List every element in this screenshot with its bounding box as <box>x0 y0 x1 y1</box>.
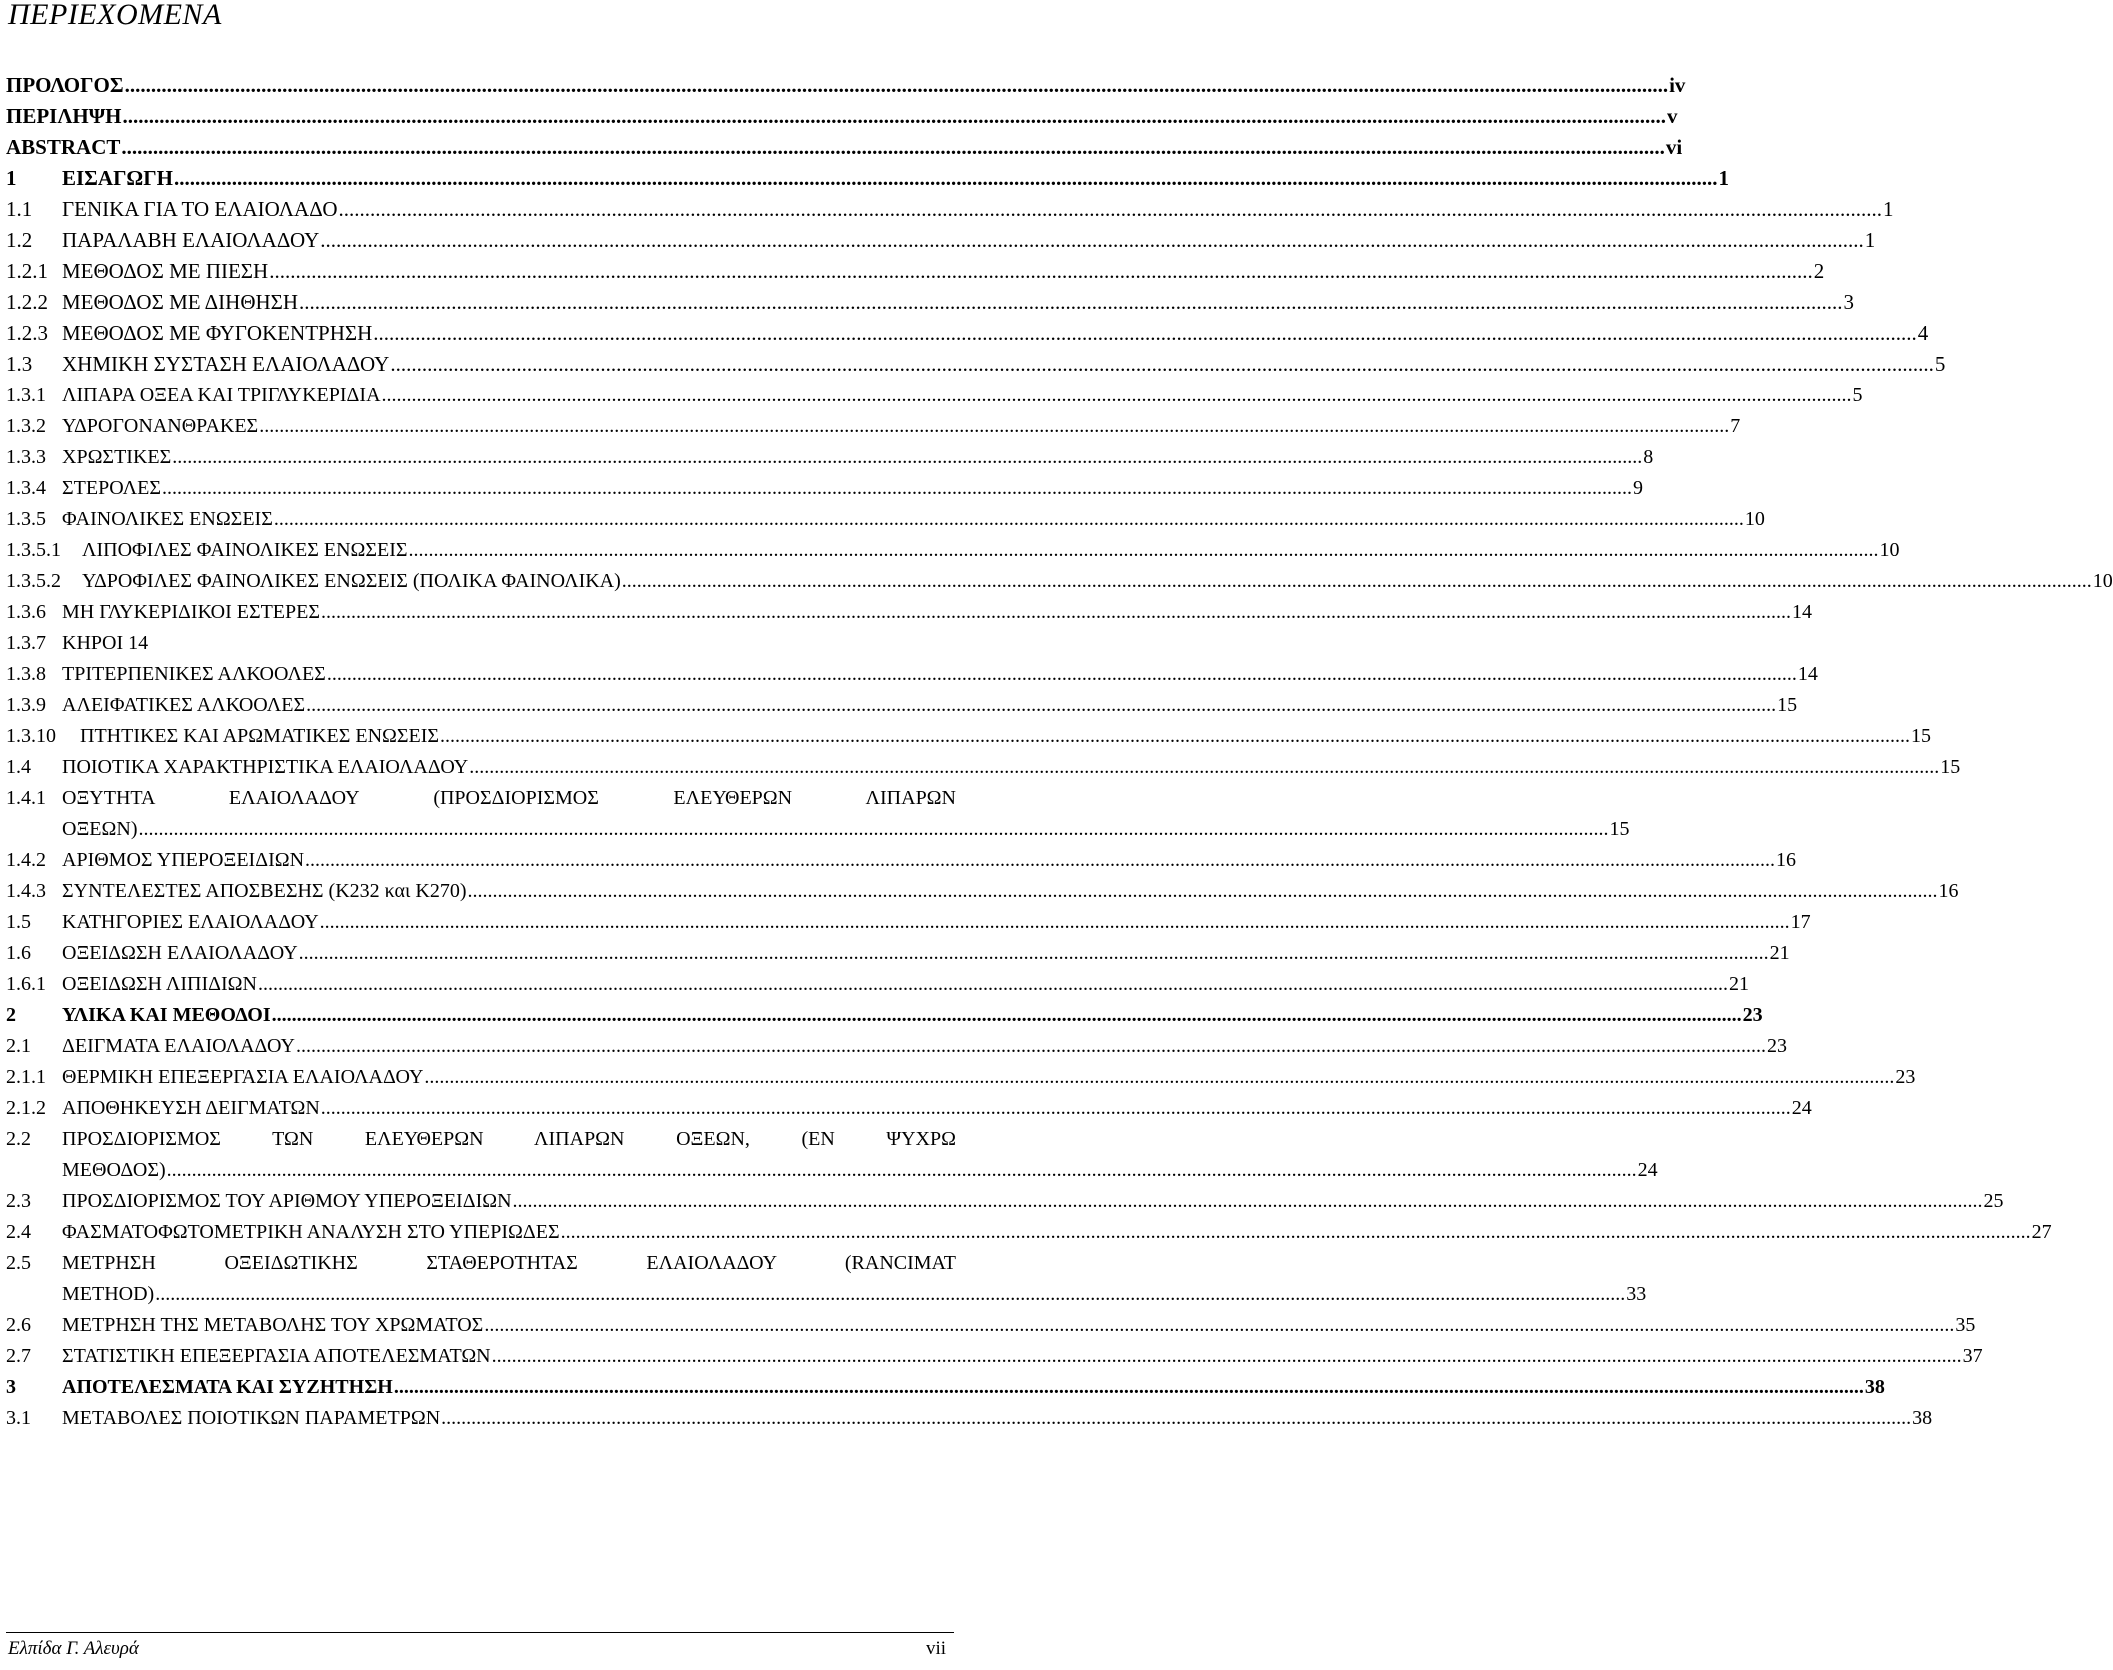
toc-entry-number: 1.3.5 <box>6 508 46 530</box>
toc-entry[interactable] <box>6 1310 1976 1341</box>
toc-entry-page: 14 <box>1797 663 1818 685</box>
toc-leader-dots <box>390 349 1934 380</box>
toc-entry-number: 2.1.1 <box>6 1066 46 1088</box>
toc-entry[interactable] <box>6 1248 1647 1310</box>
toc-leader-dots <box>299 287 1843 318</box>
toc-entry-title: ΤΡΙΤΕΡΠΕΝΙΚΕΣ ΑΛΚΟΟΛΕΣ <box>62 663 326 685</box>
toc-entry-page: v <box>1666 104 1678 128</box>
toc-entry-number: 1.3.2 <box>6 415 46 437</box>
toc-entry-page: 37 <box>1962 1345 1983 1367</box>
toc-leader-dots <box>394 1372 1864 1403</box>
toc-entry-number: 1.4 <box>6 756 31 778</box>
toc-entry-number: 2.5 <box>6 1252 31 1274</box>
toc-entry-title: ΣΤΕΡΟΛΕΣ <box>62 477 162 499</box>
toc-entry-page: 1 <box>1718 166 1729 190</box>
toc-entry-number: 1.5 <box>6 911 31 933</box>
toc-entry-page: 24 <box>1637 1159 1658 1181</box>
toc-entry-number: 1.6 <box>6 942 31 964</box>
toc-entry-title: ΟΞΥΤΗΤΑ ΕΛΑΙΟΛΑΔΟΥ (ΠΡΟΣΔΙΟΡΙΣΜΟΣ ΕΛΕΥΘΕΡΩΝ ΛΙΠΑΡΩΝ <box>62 787 956 809</box>
toc-entry-number: 2.7 <box>6 1345 31 1367</box>
toc-leader-dots <box>259 411 1729 442</box>
toc-entry-page: 21 <box>1728 973 1749 995</box>
toc-entry-number: 2 <box>6 1004 16 1026</box>
toc-leader-dots <box>321 1093 1791 1124</box>
toc-leader-dots <box>122 101 1666 132</box>
toc-entry-title: ΑΛΕΙΦΑΤΙΚΕΣ ΑΛΚΟΟΛΕΣ <box>62 694 306 716</box>
toc-leader-dots <box>296 1031 1766 1062</box>
toc-leader-dots <box>382 380 1852 411</box>
page-title: ΠΕΡΙΕΧΟΜΕΝΑ <box>8 0 222 31</box>
toc-entry-title: ΟΞΕΙΔΩΣΗ ΛΙΠΙΔΙΩΝ <box>62 973 257 995</box>
toc-leader-dots <box>320 225 1864 256</box>
toc-entry[interactable] <box>6 442 1654 473</box>
toc-entry-number: 2.3 <box>6 1190 31 1212</box>
toc-entry[interactable] <box>6 1403 1933 1434</box>
toc-entry-page: 24 <box>1791 1097 1812 1119</box>
toc-entry-page: 38 <box>1912 1407 1933 1429</box>
toc-entry-title: ΜΕΤΡΗΣΗ ΤΗΣ ΜΕΤΑΒΟΛΗΣ ΤΟΥ ΧΡΩΜΑΤΟΣ <box>62 1314 484 1336</box>
toc-entry[interactable] <box>6 473 1644 504</box>
toc-entry[interactable] <box>6 659 1818 690</box>
toc-entry-title-continued: METHOD) <box>62 1283 155 1305</box>
toc-entry-page: 17 <box>1790 911 1811 933</box>
toc-entry-title: ΜΕΤΡΗΣΗ ΟΞΕΙΔΩΤΙΚΗΣ ΣΤΑΘΕΡΟΤΗΤΑΣ ΕΛΑΙΟΛΑΔΟΥ (RANCIMAT <box>62 1252 956 1274</box>
toc-entry-number: 1.3.6 <box>6 601 46 623</box>
toc-entry-title: ΣΤΑΤΙΣΤΙΚΗ ΕΠΕΞΕΡΓΑΣΙΑ ΑΠΟΤΕΛΕΣΜΑΤΩΝ <box>62 1345 491 1367</box>
toc-entry-title: ΠΤΗΤΙΚΕΣ ΚΑΙ ΑΡΩΜΑΤΙΚΕΣ ΕΝΩΣΕΙΣ <box>80 725 440 747</box>
toc-entry-title: ΠΡΟΛΟΓΟΣ <box>6 73 124 97</box>
toc-entry-page: 1 <box>1864 228 1876 252</box>
toc-entry-page: 5 <box>1852 384 1863 406</box>
toc-entry-number: 1 <box>6 166 17 190</box>
toc-entry[interactable] <box>6 876 1959 907</box>
toc-entry-number: 1.4.2 <box>6 849 46 871</box>
toc-entry[interactable] <box>6 845 1797 876</box>
toc-entry-title-continued: ΜΕΘΟΔΟΣ) <box>62 1159 166 1181</box>
toc-entry-title: ΑΡΙΘΜΟΣ ΥΠΕΡΟΞΕΙΔΙΩΝ <box>62 849 305 871</box>
toc-entry-title-continued: ΟΞΕΩΝ) <box>62 818 138 840</box>
toc-entry-title: ABSTRACT <box>6 135 121 159</box>
toc-entry[interactable] <box>6 1372 1885 1403</box>
toc-entry[interactable] <box>6 1093 1812 1124</box>
toc-entry-number: 3.1 <box>6 1407 31 1429</box>
toc-entry-title: ΧΡΩΣΤΙΚΕΣ <box>62 446 172 468</box>
toc-entry[interactable] <box>6 566 2113 597</box>
toc-leader-dots <box>321 597 1791 628</box>
toc-entry-number: 3 <box>6 1376 16 1398</box>
toc-entry-page: 23 <box>1895 1066 1916 1088</box>
toc-entry-number: 2.1 <box>6 1035 31 1057</box>
toc-entry-number: 1.3.9 <box>6 694 46 716</box>
toc-entry-title: ΠΟΙΟΤΙΚΑ ΧΑΡΑΚΤΗΡΙΣΤΙΚΑ ΕΛΑΙΟΛΑΔΟΥ <box>62 756 469 778</box>
toc-entry[interactable] <box>6 163 1729 194</box>
toc-entry-page: iv <box>1669 73 1686 97</box>
toc-entry[interactable] <box>6 1000 1763 1031</box>
toc-entry-title: ΘΕΡΜΙΚΗ ΕΠΕΞΕΡΓΑΣΙΑ ΕΛΑΙΟΛΑΔΟΥ <box>62 1066 424 1088</box>
toc-entry-title: ΦΑΣΜΑΤΟΦΩΤΟΜΕΤΡΙΚΗ ΑΝΑΛΥΣΗ ΣΤΟ ΥΠΕΡΙΩΔΕΣ <box>62 1221 560 1243</box>
toc-entry-title: ΛΙΠΟΦΙΛΕΣ ΦΑΙΝΟΛΙΚΕΣ ΕΝΩΣΕΙΣ <box>82 539 408 561</box>
toc-entry-title: ΥΔΡΟΦΙΛΕΣ ΦΑΙΝΟΛΙΚΕΣ ΕΝΩΣΕΙΣ (ΠΟΛΙΚΑ ΦΑΙΝΟΛΙΚΑ) <box>82 570 621 592</box>
toc-entry-number: 1.3.7 <box>6 632 46 654</box>
toc-entry-page: vi <box>1665 135 1683 159</box>
toc-entry-title: ΔΕΙΓΜΑΤΑ ΕΛΑΙΟΛΑΔΟΥ <box>62 1035 295 1057</box>
toc-leader-dots <box>409 535 1879 566</box>
toc-entry[interactable] <box>6 690 1798 721</box>
toc-entry-page: 2 <box>1813 259 1825 283</box>
footer-page-number: vii <box>925 1638 946 1659</box>
toc-entry-number: 1.3.4 <box>6 477 46 499</box>
toc-leader-dots <box>424 1062 1894 1093</box>
toc-leader-dots <box>167 1155 1637 1186</box>
toc-entry-number: 2.4 <box>6 1221 31 1243</box>
toc-entry-page: 16 <box>1938 880 1959 902</box>
toc-entry[interactable] <box>6 969 1749 1000</box>
toc-entry[interactable] <box>6 349 1946 380</box>
toc-leader-dots <box>121 132 1665 163</box>
toc-entry-page: 4 <box>1917 321 1929 345</box>
toc-entry-page: 25 <box>1983 1190 2004 1212</box>
toc-entry-number: 2.6 <box>6 1314 31 1336</box>
toc-entry-number: 1.3.5.1 <box>6 539 61 561</box>
toc-entry[interactable] <box>6 783 1630 845</box>
toc-leader-dots <box>440 721 1910 752</box>
toc-entry-title: ΜΗ ΓΛΥΚΕΡΙΔΙΚΟΙ ΕΣΤΕΡΕΣ <box>62 601 321 623</box>
toc-leader-dots <box>622 566 2092 597</box>
toc-entry-page: 10 <box>1879 539 1900 561</box>
toc-entry-page: 3 <box>1843 290 1855 314</box>
toc-leader-dots <box>492 1341 1962 1372</box>
toc-entry-page: 16 <box>1776 849 1797 871</box>
toc-entry-title: ΛΙΠΑΡΑ ΟΞΕΑ ΚΑΙ ΤΡΙΓΛΥΚΕΡΙΔΙΑ <box>62 384 381 406</box>
toc-entry[interactable] <box>6 318 1929 349</box>
toc-entry[interactable] <box>6 132 1683 163</box>
toc-entry-title: ΦΑΙΝΟΛΙΚΕΣ ΕΝΩΣΕΙΣ <box>62 508 273 530</box>
toc-entry[interactable] <box>6 101 1678 132</box>
toc-entry-number: 1.3.3 <box>6 446 46 468</box>
toc-entry[interactable] <box>6 1124 1658 1186</box>
toc-entry[interactable] <box>6 721 1932 752</box>
toc-entry[interactable] <box>6 504 1765 535</box>
toc-entry-page: 9 <box>1633 477 1644 499</box>
toc-leader-dots <box>125 70 1669 101</box>
toc-entry-number: 2.2 <box>6 1128 31 1150</box>
toc-leader-dots <box>306 690 1776 721</box>
toc-entry[interactable] <box>6 380 1863 411</box>
toc-entry-title: ΣΥΝΤΕΛΕΣΤΕΣ ΑΠΟΣΒΕΣΗΣ (Κ232 και Κ270) <box>62 880 467 902</box>
toc-entry-title: ΚΑΤΗΓΟΡΙΕΣ ΕΛΑΙΟΛΑΔΟΥ <box>62 911 319 933</box>
toc-leader-dots <box>327 659 1797 690</box>
toc-entry[interactable] <box>6 70 1686 101</box>
toc-leader-dots <box>272 1000 1742 1031</box>
toc-leader-dots <box>174 163 1718 194</box>
toc-leader-dots <box>258 969 1728 1000</box>
toc-entry-title: ΜΕΘΟΔΟΣ ΜΕ ΔΙΗΘΗΣΗ <box>62 290 299 314</box>
toc-entry-page: 23 <box>1742 1004 1763 1026</box>
toc-entry-page: 1 <box>1882 197 1894 221</box>
toc-entry-page: 21 <box>1769 942 1790 964</box>
toc-leader-dots <box>305 845 1775 876</box>
toc-entry[interactable] <box>6 194 1894 225</box>
toc-entry-page: 35 <box>1955 1314 1976 1336</box>
toc-leader-dots <box>162 473 1632 504</box>
toc-entry[interactable] <box>6 1341 1983 1372</box>
toc-entry-number: 1.4.3 <box>6 880 46 902</box>
toc-entry-page: 38 <box>1864 1376 1885 1398</box>
table-of-contents <box>6 70 2113 1434</box>
toc-leader-dots <box>513 1186 1983 1217</box>
toc-leader-dots <box>299 938 1769 969</box>
toc-entry-number: 1.2 <box>6 228 33 252</box>
toc-leader-dots <box>139 814 1609 845</box>
page-footer <box>0 1632 960 1670</box>
toc-entry-page: 27 <box>2031 1221 2052 1243</box>
toc-entry-number: 1.2.1 <box>6 259 48 283</box>
toc-entry-title: ΓΕΝΙΚΑ ΓΙΑ ΤΟ ΕΛΑΙΟΛΑΔΟ <box>62 197 338 221</box>
toc-entry-title: ΠΑΡΑΛΑΒΗ ΕΛΑΙΟΛΑΔΟΥ <box>62 228 320 252</box>
toc-entry-page: 7 <box>1730 415 1741 437</box>
toc-entry-page: 15 <box>1940 756 1961 778</box>
toc-entry-number: 1.3.5.2 <box>6 570 61 592</box>
toc-entry-page: 33 <box>1626 1283 1647 1305</box>
toc-entry-page: 10 <box>1744 508 1765 530</box>
footer-author: Ελπίδα Γ. Αλευρά <box>8 1638 139 1659</box>
toc-entry-page: 8 <box>1643 446 1654 468</box>
footer-rule <box>6 1632 954 1633</box>
toc-entry-title: ΑΠΟΘΗΚΕΥΣΗ ΔΕΙΓΜΑΤΩΝ <box>62 1097 320 1119</box>
toc-entry-number: 1.3 <box>6 352 33 376</box>
toc-leader-dots <box>469 752 1939 783</box>
toc-entry[interactable] <box>6 628 956 659</box>
toc-leader-dots <box>441 1403 1911 1434</box>
toc-entry-title: ΟΞΕΙΔΩΣΗ ΕΛΑΙΟΛΑΔΟΥ <box>62 942 298 964</box>
toc-entry-title: ΜΕΘΟΔΟΣ ΜΕ ΠΙΕΣΗ <box>62 259 269 283</box>
toc-leader-dots <box>269 256 1813 287</box>
toc-entry[interactable] <box>6 535 1900 566</box>
toc-entry-title: ΕΙΣΑΓΩΓΗ <box>62 166 173 190</box>
toc-entry[interactable] <box>6 752 1961 783</box>
toc-entry[interactable] <box>6 225 1876 256</box>
toc-entry-number: 1.2.2 <box>6 290 48 314</box>
toc-entry-title: ΧΗΜΙΚΗ ΣΥΣΤΑΣΗ ΕΛΑΙΟΛΑΔΟΥ <box>62 352 390 376</box>
toc-entry-page: 23 <box>1766 1035 1787 1057</box>
toc-entry[interactable] <box>6 907 1811 938</box>
toc-entry[interactable] <box>6 597 1813 628</box>
toc-entry[interactable] <box>6 411 1741 442</box>
toc-leader-dots <box>468 876 1938 907</box>
toc-entry[interactable] <box>6 938 1790 969</box>
toc-leader-dots <box>274 504 1744 535</box>
toc-entry-page: 15 <box>1609 818 1630 840</box>
toc-leader-dots <box>484 1310 1954 1341</box>
toc-entry-number: 1.4.1 <box>6 787 46 809</box>
toc-entry-number: 1.3.10 <box>6 725 56 747</box>
toc-entry-title: ΚΗΡΟΙ 14 <box>62 632 149 654</box>
toc-leader-dots <box>373 318 1917 349</box>
toc-entry[interactable] <box>6 1031 1787 1062</box>
toc-entry-title: ΜΕΘΟΔΟΣ ΜΕ ΦΥΓΟΚΕΝΤΡΗΣΗ <box>62 321 373 345</box>
toc-entry-page: 14 <box>1792 601 1813 623</box>
toc-entry-number: 1.6.1 <box>6 973 46 995</box>
toc-entry-title: ΠΡΟΣΔΙΟΡΙΣΜΟΣ ΤΟΥ ΑΡΙΘΜΟΥ ΥΠΕΡΟΞΕΙΔΙΩΝ <box>62 1190 512 1212</box>
toc-leader-dots <box>320 907 1790 938</box>
toc-entry-page: 10 <box>2092 570 2113 592</box>
toc-entry-title: ΠΕΡΙΛΗΨΗ <box>6 104 122 128</box>
toc-leader-dots <box>561 1217 2031 1248</box>
toc-entry[interactable] <box>6 287 1855 318</box>
toc-entry-title: ΑΠΟΤΕΛΕΣΜΑΤΑ ΚΑΙ ΣΥΖΗΤΗΣΗ <box>62 1376 393 1398</box>
toc-entry-number: 1.2.3 <box>6 321 48 345</box>
toc-entry[interactable] <box>6 256 1825 287</box>
toc-entry[interactable] <box>6 1186 2004 1217</box>
toc-entry-page: 15 <box>1777 694 1798 716</box>
toc-entry[interactable] <box>6 1217 2052 1248</box>
toc-leader-dots <box>338 194 1882 225</box>
toc-entry-number: 1.3.8 <box>6 663 46 685</box>
toc-leader-dots <box>155 1279 1625 1310</box>
toc-leader-dots <box>172 442 1642 473</box>
toc-entry-title: ΥΛΙΚΑ ΚΑΙ ΜΕΘΟΔΟΙ <box>62 1004 271 1026</box>
toc-entry-number: 2.1.2 <box>6 1097 46 1119</box>
toc-entry-number: 1.3.1 <box>6 384 46 406</box>
toc-entry-number: 1.1 <box>6 197 33 221</box>
toc-entry-page: 15 <box>1911 725 1932 747</box>
toc-entry-page: 5 <box>1934 352 1946 376</box>
toc-entry-title: ΠΡΟΣΔΙΟΡΙΣΜΟΣ ΤΩΝ ΕΛΕΥΘΕΡΩΝ ΛΙΠΑΡΩΝ ΟΞΕΩΝ, (ΕΝ ΨΥΧΡΩ <box>62 1128 956 1150</box>
toc-entry[interactable] <box>6 1062 1916 1093</box>
toc-entry-title: ΜΕΤΑΒΟΛΕΣ ΠΟΙΟΤΙΚΩΝ ΠΑΡΑΜΕΤΡΩΝ <box>62 1407 441 1429</box>
toc-entry-title: ΥΔΡΟΓΟΝΑΝΘΡΑΚΕΣ <box>62 415 259 437</box>
